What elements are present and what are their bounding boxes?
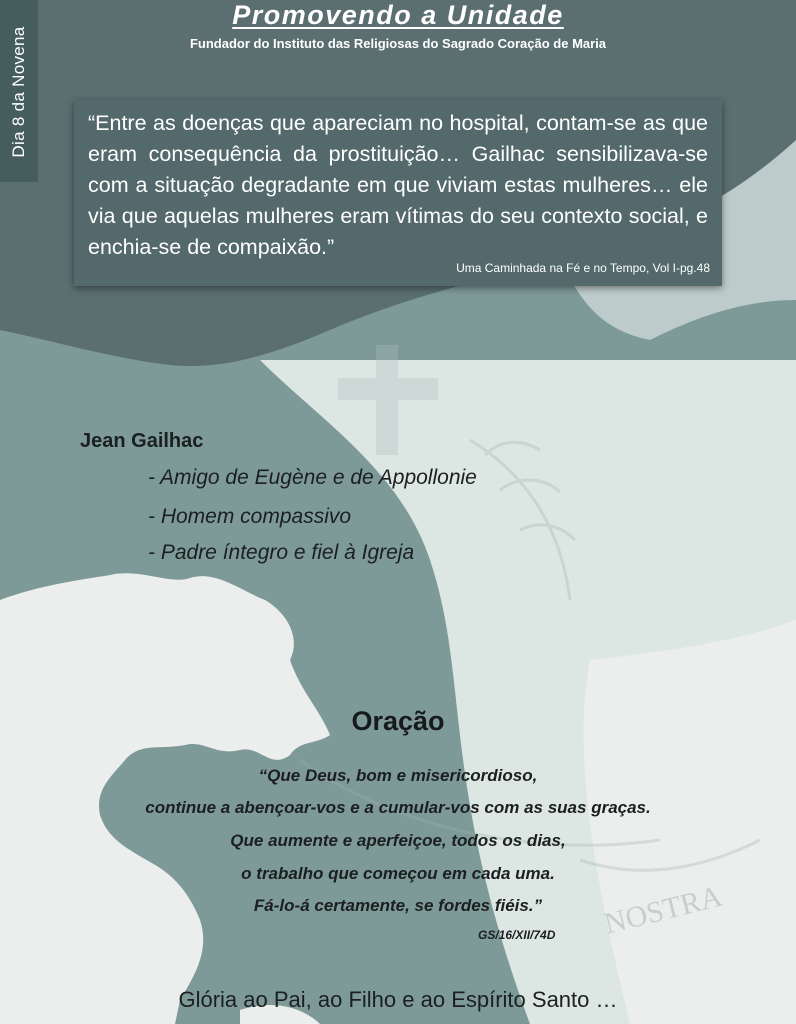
prayer-line: “Que Deus, bom e misericordioso, xyxy=(258,766,538,785)
prayer-line: Que aumente e aperfeiçoe, todos os dias, xyxy=(230,831,566,850)
doxology: Glória ao Pai, ao Filho e ao Espírito Santo … xyxy=(178,987,618,1012)
gailhac-trait: - Amigo de Eugène e de Appollonie xyxy=(148,466,477,489)
page-subtitle: Fundador do Instituto das Religiosas do Sagrado Coração de Maria xyxy=(189,36,607,51)
prayer-line: continue a abençoar-vos e a cumular-vos com as suas graças. xyxy=(145,798,651,817)
quote-text: “Entre as doenças que apareciam no hospital, contam-se as que eram consequência da prostituição… Gailhac sensibilizava-se com a situação degradante em que viviam estas mulheres… ele via que aquelas mulheres eram vítimas do seu contexto social, e enchia-se de compaixão.” xyxy=(88,111,708,259)
gailhac-trait: - Homem compassivo xyxy=(148,505,352,528)
watermark-text: NOSTRA xyxy=(600,879,726,941)
prayer-line: o trabalho que começou em cada uma. xyxy=(241,864,555,883)
prayer-reference: GS/16/XII/74D xyxy=(478,928,556,942)
prayer-line: Fá-lo-á certamente, se fordes fiéis.” xyxy=(253,896,543,915)
quote-source: Uma Caminhada na Fé e no Tempo, Vol I-pg.48 xyxy=(456,261,710,275)
prayer-title: Oração xyxy=(351,706,445,736)
novena-day-label: Dia 8 da Novena xyxy=(9,26,28,158)
quote-box xyxy=(74,100,722,286)
page-title: Promovendo a Unidade xyxy=(232,0,564,30)
gailhac-name: Jean Gailhac xyxy=(80,430,204,452)
gailhac-trait: - Padre íntegro e fiel à Igreja xyxy=(148,541,415,564)
